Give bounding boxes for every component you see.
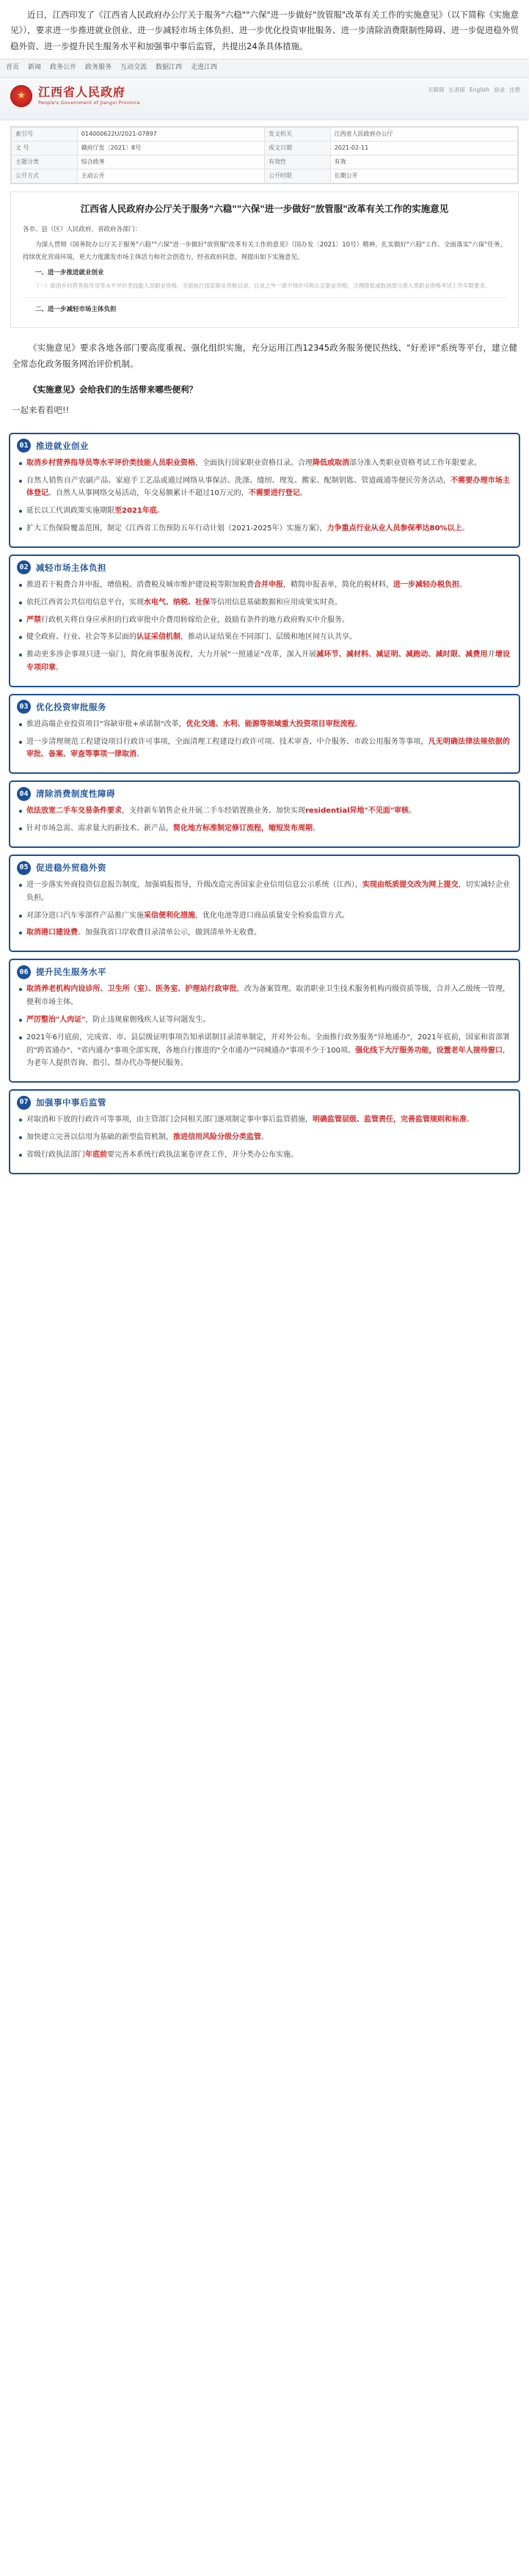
list-item [19,1149,510,1162]
gov-name-english: People's Government of Jiangxi Province [38,100,140,106]
list-item-text: 依托江西省公共信用信息平台，实现水电气、纳税、社保等信用信息基础数据和应用成果实时查。 [26,598,342,607]
intro-paragraph: 近日，江西印发了《江西省人民政府办公厅关于服务"六稳""六保"进一步做好"放管服"改革有关工作的实施意见》（以下简称《实施意见》），要求进一步推进就业创业、进一步减轻市场主体负担、进一步优化投资审批服务、进一步清除消费限制性障碍、进一步促进稳外贸稳外资、进一步提升民生服务水平和加强事中事后监管，共提出24条具体措施。 [10,10,519,51]
section-number-badge: 05 [17,861,31,875]
section-number-badge: 06 [17,965,31,979]
section-body [10,457,519,535]
policy-section [9,959,520,1083]
gov-name-block [38,86,140,106]
list-item-text: 针对市场急需、需求量大的新技术、新产品，简化地方标准制定修订流程，缩短发布周期。 [26,824,320,833]
section-title: 清除消费制度性障碍 [36,788,115,799]
meta-label: 主题分类 [12,155,78,169]
section-body [10,1113,519,1161]
list-item [19,631,510,644]
section-number-badge: 04 [17,787,31,801]
list-item-text: 自然人销售自产农副产品、家庭手工艺品或通过网络从事保洁、洗涤、缝纫、理发、搬家、配制钥匙、管道疏通等便民劳务活动，不需要办理市场主体登记。自然人从事网络交易活动，年交易额累计不超过10万元的，不需要进行登记。 [26,476,510,498]
section-header [10,782,519,805]
bullet-dot-icon [19,1036,22,1039]
policy-section [9,1089,520,1174]
meta-label: 公开时限 [264,169,330,183]
list-item-text: 推动更多涉企事项只进一扇门，简化商事服务流程，大力开展"一照通证"改革，深入开展减环节、减材料、减证明、减跑动、减时限、减费用并增设专项印章。 [26,651,511,672]
table-row [12,127,518,141]
divider [23,297,506,298]
meta-label: 索引号 [12,127,78,141]
section-number-badge: 02 [17,560,31,574]
bullet-dot-icon [19,584,22,587]
policy-section [9,694,520,775]
section-body [10,983,519,1070]
document-clause: （一）取消乡村营养指导员等水平评价类技能人员职业资格，全面执行国家职业资格目录，目录之外一律不得许可和认定职业资格，合理降低或取消部分准入类职业资格考试工作年限要求。 [34,282,491,289]
list-item [19,910,510,923]
login-link[interactable]: 登录 [494,86,505,93]
list-item-text: 严禁行政机关将自身应承担的行政审批中介费用转嫁给企业，鼓励有条件的地方政府购买中介服务。 [26,615,349,624]
list-item [19,822,510,835]
nav-item-interaction[interactable]: 互动交流 [120,63,147,71]
section-body [10,718,519,761]
bullet-dot-icon [19,527,22,530]
list-item [19,648,510,675]
lead-callout: 一起来看看吧!! [12,405,70,416]
policy-sections [0,433,529,1174]
section-header [10,856,519,879]
list-item-text: 省级行政执法部门年底前要完善本系统行政执法案卷评查工作，并分类办公布实施。 [26,1150,298,1159]
gov-name-chinese: 江西省人民政府 [38,84,126,99]
section-title: 加强事中事后监管 [36,1097,106,1108]
bullet-dot-icon [19,810,22,813]
section-body [10,805,519,835]
list-item [19,522,510,535]
list-item-text: 进一步清理规范工程建设项目行政许可事项，全面清理工程建设行政许可项、技术审查、中介服务、市政公用服务等事项，凡无明确法律法规依据的审批、备案、审查等事项一律取消。 [26,737,510,759]
meta-label: 公开方式 [12,169,78,183]
list-item [19,579,510,592]
metadata-rows [12,127,518,183]
list-item [19,475,510,501]
document-subheading: 一、进一步推进就业创业 [35,269,104,277]
nav-item-news[interactable]: 新闻 [28,63,42,71]
list-item-text: 加快建立完善以信用为基础的新型监管机制，推进信用风险分级分类监管。 [26,1133,269,1142]
table-row [12,141,518,155]
list-item [19,1113,510,1127]
bullet-dot-icon [19,1019,22,1022]
bullet-dot-icon [19,1154,22,1157]
meta-value: 有效 [330,155,517,169]
list-item-text: 对取消和下放的行政许可等事项，由主管部门会同相关部门逐项制定事中事后监管措施，明确监管层级、监管责任，完善监管规则和标准。 [26,1116,474,1124]
nav-item-data[interactable]: 数据江西 [156,63,183,71]
list-item-text: 取消港口建设费。加强我省口岸收费目录清单公示，做到清单外无收费。 [26,929,261,937]
nav-item-about[interactable]: 走进江西 [191,63,218,71]
meta-value: 长期公开 [330,169,517,183]
list-item-text: 健全政府、行业、社会等多层面的认证采信机制，推动认证结果在不同部门、层级和地区间互认共享。 [26,633,357,642]
english-link[interactable]: English [469,86,489,93]
elder-version-link[interactable]: 长者版 [448,86,465,93]
official-document-body [10,191,519,328]
section-number-badge: 07 [17,1096,31,1110]
list-item [19,1014,510,1027]
section-body [10,879,519,940]
section-title: 推进就业创业 [36,440,89,451]
policy-section [9,780,520,848]
national-emblem-icon [10,85,32,107]
gov-header-banner [0,78,529,120]
list-item [19,736,510,762]
meta-label: 文 号 [12,141,78,155]
bullet-dot-icon [19,510,22,513]
bullet-dot-icon [19,462,22,465]
list-item-text: 取消乡村营养指导员等水平评价类技能人员职业资格，全面执行国家职业资格目录。合理降低或取消部分准入类职业资格考试工作年限要求。 [26,458,481,467]
bullet-dot-icon [19,654,22,656]
section-title: 优化投资审批服务 [36,701,106,712]
policy-section [9,555,520,687]
list-item-text: 对部分进口汽车零部件产品推广实施采信便利化措施，优化电池等进口商品质量安全检验监管方式。 [26,911,349,920]
section-title: 减轻市场主体负担 [36,562,106,573]
section-header [10,960,519,983]
meta-value: 主动公开 [77,169,264,183]
document-paragraph: 为深入贯彻《国务院办公厅关于服务"六稳""六保"进一步做好"放管服"改革有关工作的意见》（国办发〔2021〕10号）精神，扎实做好"六稳"工作、全面落实"六保"任务，持续优化营商环境，更大力度激发市场主体活力和社会创造力，经省政府同意，现提出如下实施意见。 [23,241,506,261]
nav-item-home[interactable]: 首页 [6,63,20,71]
section-title: 促进稳外贸稳外资 [36,862,106,873]
list-item [19,805,510,818]
list-item [19,614,510,627]
list-item [19,926,510,940]
bullet-dot-icon [19,1136,22,1139]
nav-item-govopen[interactable]: 政务公开 [50,63,77,71]
register-link[interactable]: 注册 [509,86,520,93]
bullet-dot-icon [19,741,22,744]
meta-label: 有效性 [264,155,330,169]
top-navigation[interactable] [0,59,529,78]
list-item-text: 推进高端企业投资项目"容缺审批+承诺制"改革，优化交通、水利、能源等领域重大投资项目审批流程。 [26,720,362,728]
list-item-text: 取消养老机构内设诊所、卫生所（室）、医务室、护理站行政审批，改为备案管理。取消职业卫生技术服务机构丙级资质等级，合并入乙级统一管理，便利市场主体。 [26,985,511,1007]
bullet-dot-icon [19,884,22,887]
document-subheading: 二、进一步减轻市场主体负担 [35,305,117,313]
bullet-dot-icon [19,1119,22,1121]
page-root [0,0,529,1174]
bullet-dot-icon [19,932,22,934]
meta-value: 赣府厅发〔2021〕8号 [77,141,264,155]
meta-value: 2021-02-11 [330,141,517,155]
meta-label: 成文日期 [264,141,330,155]
lead-question: 《实施意见》会给我们的生活带来哪些便利？ [29,384,197,395]
meta-value: 014000622U/2021-07897 [77,127,264,141]
header-utility-links[interactable] [428,85,520,95]
table-row [12,169,518,183]
list-item [19,983,510,1009]
section-title: 提升民生服务水平 [36,967,106,978]
list-item [19,1031,510,1070]
section-number-badge: 01 [17,439,31,453]
policy-section [9,855,520,952]
policy-section [9,433,520,548]
list-item [19,596,510,610]
section-header [10,695,519,718]
list-item-text: 进一步落实外商投资信息报告制度，加强填报指导，升级改造完善国家企业信用信息公示系统（江西），实现由纸质提交改为网上提交，切实减轻企业负担。 [26,881,511,902]
bullet-dot-icon [19,480,22,483]
document-metadata-table [10,126,519,184]
list-item-text: 扩大工伤保险覆盖范围，制定《江西省工伤预防五年行动计划（2021-2025年）实施方案》，力争重点行业从业人员参保率达80%以上。 [26,524,470,533]
bullet-dot-icon [19,619,22,622]
accessibility-link[interactable]: 无障碍 [427,86,445,93]
list-item [19,505,510,518]
section-number-badge: 03 [17,700,31,714]
list-item-text: 推进若干税费合并申报，增值税、消费税及城市维护建设税等附加税费合并申报，精简申报表单，简化的税材料，进一步减轻办税负担。 [26,580,467,589]
meta-label: 发文机关 [264,127,330,141]
section-header [10,556,519,579]
list-item [19,718,510,731]
bullet-dot-icon [19,723,22,726]
bullet-dot-icon [19,636,22,639]
document-title: 江西省人民政府办公厅关于服务"六稳""六保"进一步做好"放管服"改革有关工作的实施意见 [80,202,449,214]
bullet-dot-icon [19,915,22,918]
meta-value: 江西省人民政府办公厅 [330,127,517,141]
bullet-dot-icon [19,988,22,991]
section-body [10,579,519,675]
section-header [10,434,519,457]
meta-value: 综合政务 [77,155,264,169]
lead-paragraph-1: 《实施意见》要求各地各部门要高度重视、强化组织实施，充分运用江西12345政务服务便民热线、"好差评"系统等平台，建立健全常态化政务服务网治评价机制。 [12,343,517,370]
table-row [12,155,518,169]
list-item-text: 严厉整治"人肉证"，防止违规雇佣残疾人证等问题发生。 [26,1015,211,1024]
section-header [10,1091,519,1113]
list-item [19,879,510,905]
list-item [19,457,510,470]
list-item-text: 延长以工代训政策实施期限至2021年底。 [26,507,164,516]
list-item [19,1131,510,1144]
nav-item-govservice[interactable]: 政务服务 [85,63,112,71]
list-item-text: 依法放宽二手车交易条件要求，支持新车销售企业开展二手车经销置换业务。加快实现residential异地"不见面"审核。 [26,807,416,816]
document-recipients: 各市、县（区）人民政府，省政府各部门： [23,225,142,233]
bullet-dot-icon [19,827,22,830]
bullet-dot-icon [19,601,22,604]
list-item-text: 2021年6月底前，完成省、市、县层级证明事项告知承诺制目录清单制定，并对外公布。全面推行政务服务"异地通办"，2021年底前，国家和省部署的"跨省通办"、"省内通办"事项全部实现，各地自行推进的"全市通办""同城通办"事项不少于100项。强化线下大厅服务功能，设置老年人接待窗口，为老年人提供咨询、指引、帮办代办等便民服务。 [26,1033,511,1068]
